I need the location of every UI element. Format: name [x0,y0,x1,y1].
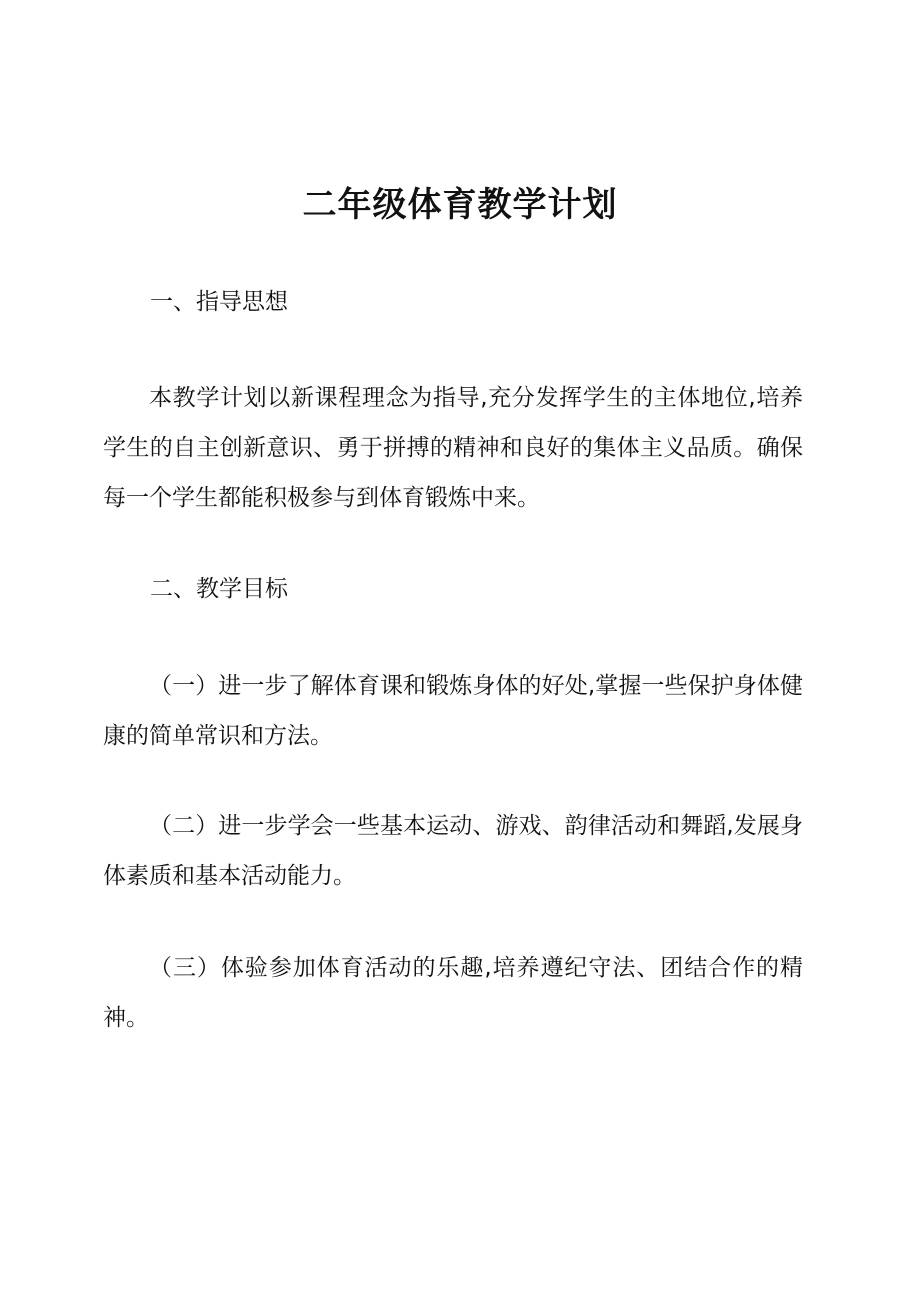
paragraph-goal-1: （一）进一步了解体育课和锻炼身体的好处,掌握一些保护身体健康的简单常识和方法。 [103,673,803,749]
paragraph-goal-3: （三）体验参加体育活动的乐趣,培养遵纪守法、团结合作的精神。 [103,955,803,1031]
paragraph-goal-2: （二）进一步学会一些基本运动、游戏、韵律活动和舞蹈,发展身体素质和基本活动能力。 [103,813,803,889]
section-heading-guiding-ideology: 一、指导思想 [150,289,288,315]
paragraph-guiding-ideology: 本教学计划以新课程理念为指导,充分发挥学生的主体地位,培养学生的自主创新意识、勇于拼搏的精神和良好的集体主义品质。确保每一个学生都能积极参与到体育锻炼中来。 [103,385,803,511]
document-title: 二年级体育教学计划 [302,185,618,225]
section-heading-teaching-goals: 二、教学目标 [150,576,288,602]
